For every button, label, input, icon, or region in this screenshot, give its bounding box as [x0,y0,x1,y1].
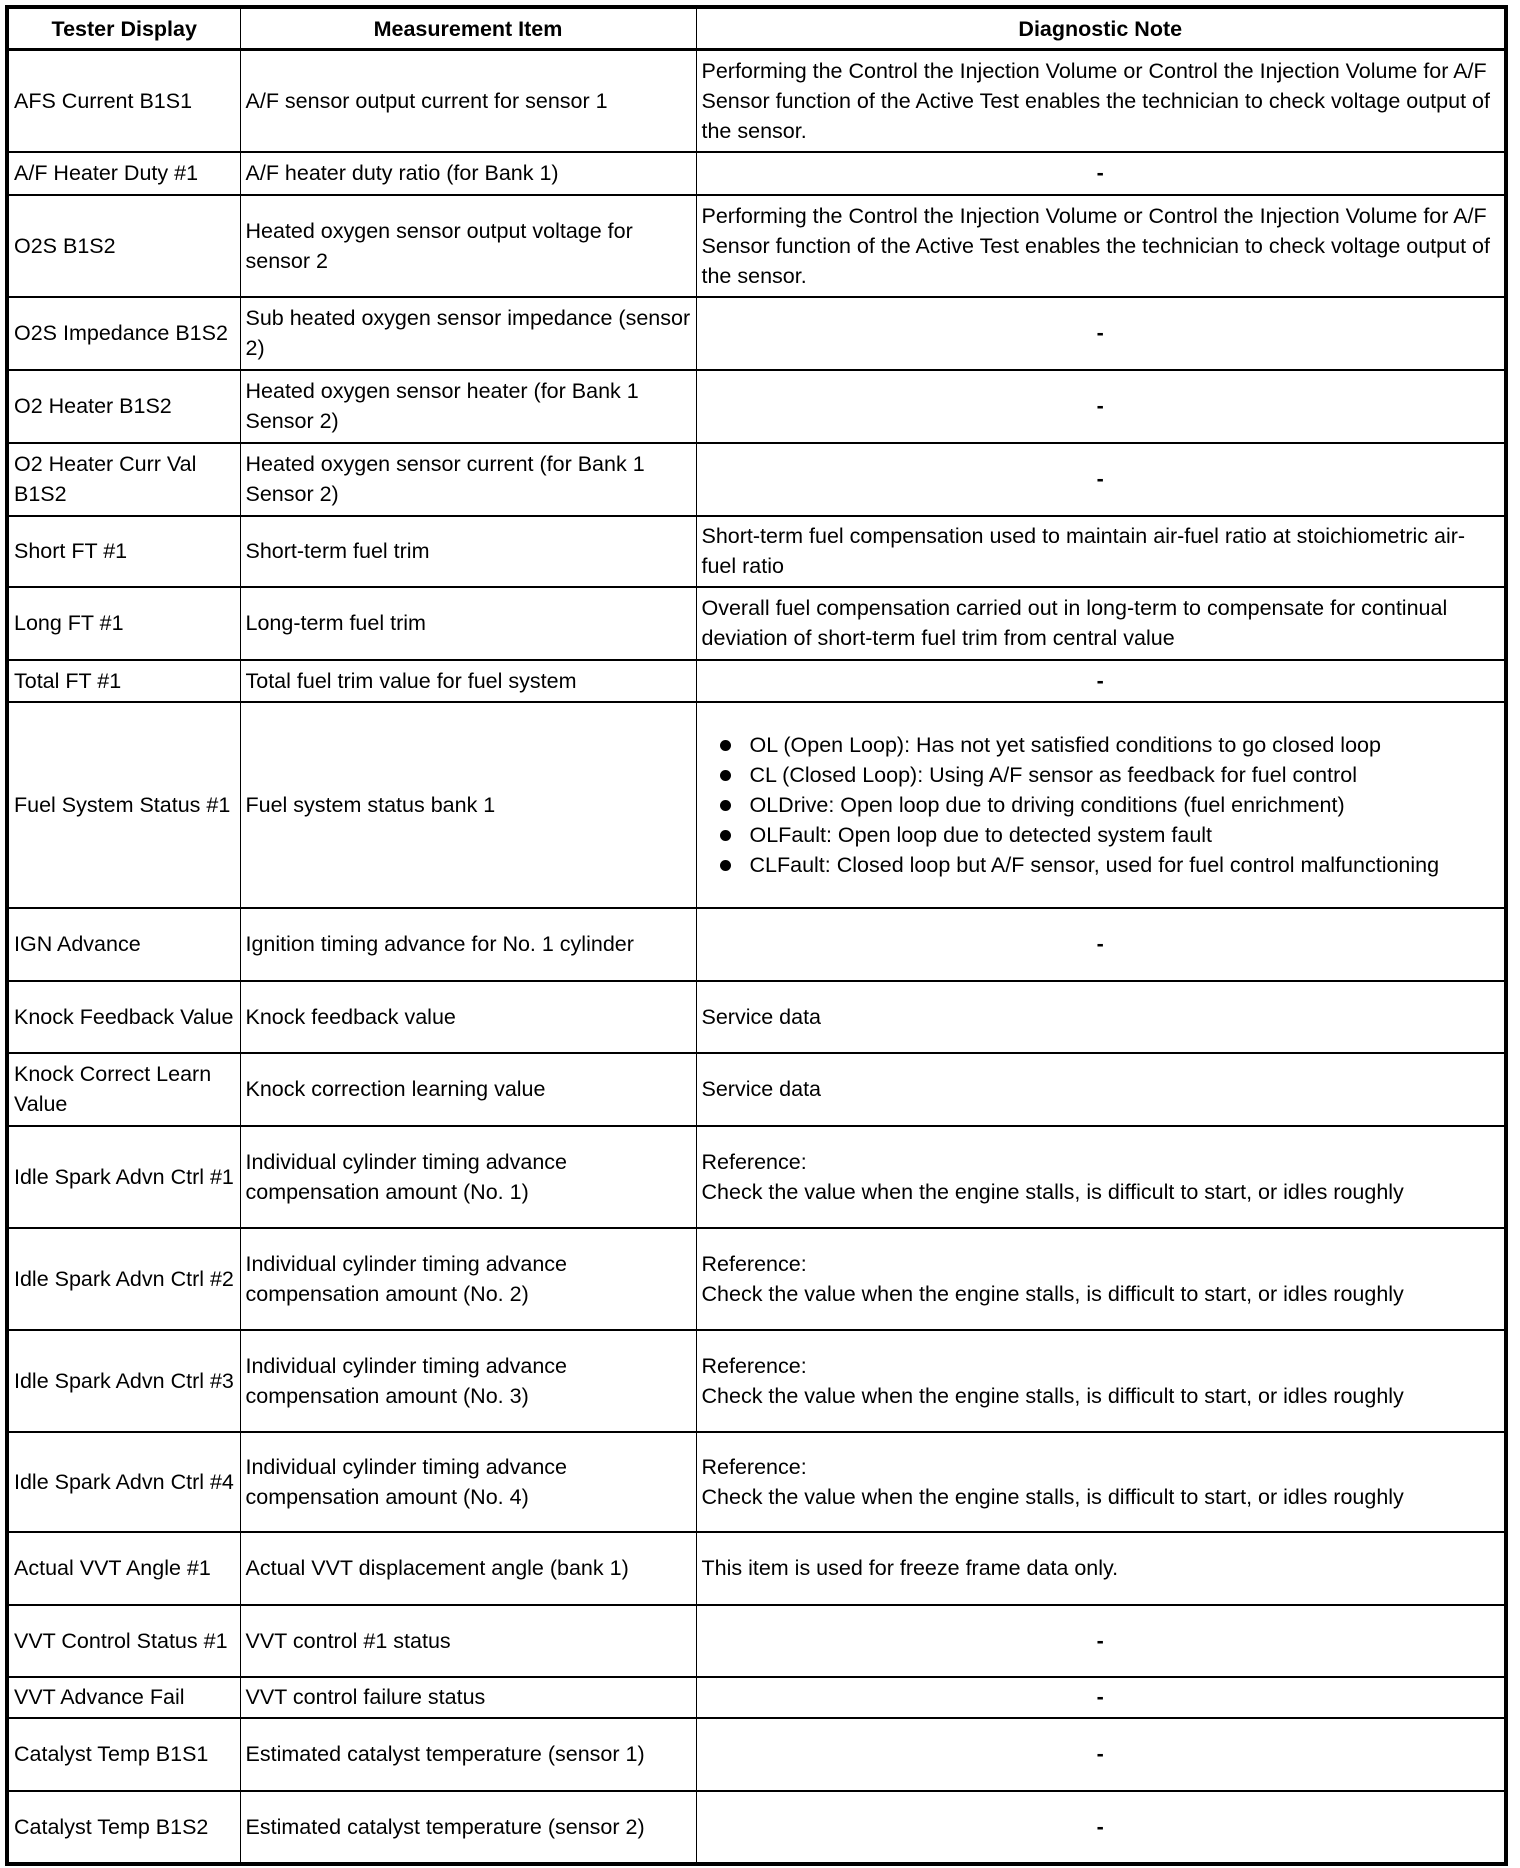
measurement-item-cell: Individual cylinder timing advance compensation amount (No. 3) [240,1330,696,1432]
diagnostic-note-cell: - [696,908,1506,981]
list-item [742,760,1500,790]
measurement-item-cell: Fuel system status bank 1 [240,702,696,908]
table-row [7,1432,1506,1532]
measurement-item-cell: VVT control failure status [240,1677,696,1718]
measurement-item-cell: A/F heater duty ratio (for Bank 1) [240,152,696,195]
tester-display-cell: O2S B1S2 [7,195,240,297]
tester-display-cell: O2S Impedance B1S2 [7,297,240,370]
measurement-item-cell: Actual VVT displacement angle (bank 1) [240,1532,696,1605]
bullet-icon [720,860,731,871]
table-body [7,50,1506,1864]
diagnostic-note-cell: - [696,1791,1506,1864]
diagnostic-note-cell [696,702,1506,908]
tester-display-cell: Total FT #1 [7,660,240,702]
list-item [742,820,1500,850]
table-row [7,443,1506,516]
tester-display-cell: Catalyst Temp B1S2 [7,1791,240,1864]
diagnostic-note-cell: - [696,370,1506,443]
table-row [7,1605,1506,1677]
measurement-item-cell: Knock feedback value [240,981,696,1053]
note-heading: Reference: [701,1353,807,1378]
tester-display-cell: Idle Spark Advn Ctrl #1 [7,1126,240,1228]
table-row [7,1330,1506,1432]
diagnostic-note-cell: - [696,1605,1506,1677]
list-item-text: CL (Closed Loop): Using A/F sensor as feedback for fuel control [749,762,1357,787]
measurement-item-cell: A/F sensor output current for sensor 1 [240,50,696,152]
tester-display-cell: Catalyst Temp B1S1 [7,1718,240,1791]
table-row [7,370,1506,443]
note-text: Check the value when the engine stalls, is difficult to start, or idles roughly [701,1179,1404,1204]
diagnostic-note-cell [696,1228,1506,1330]
note-text: Check the value when the engine stalls, is difficult to start, or idles roughly [701,1383,1404,1408]
table-row [7,1053,1506,1126]
diagnostic-note-cell: - [696,1718,1506,1791]
diagnostic-note-cell: Overall fuel compensation carried out in long-term to compensate for continual deviation of short-term fuel trim from central value [696,587,1506,660]
table-header-row [7,7,1506,50]
table-row [7,50,1506,152]
tester-display-cell: Idle Spark Advn Ctrl #4 [7,1432,240,1532]
table-row [7,908,1506,981]
header-measurement-item: Measurement Item [240,7,696,50]
table-row [7,981,1506,1053]
diagnostic-note-cell: - [696,297,1506,370]
table-row [7,195,1506,297]
table-row [7,1791,1506,1864]
fuel-status-list [702,730,1500,880]
note-text: Check the value when the engine stalls, is difficult to start, or idles roughly [701,1484,1404,1509]
table-row [7,1126,1506,1228]
note-heading: Reference: [701,1149,807,1174]
diagnostic-note-cell: Service data [696,1053,1506,1126]
list-item-text: OLFault: Open loop due to detected system fault [749,822,1213,847]
table-row [7,702,1506,908]
table-row [7,1532,1506,1605]
measurement-item-cell: Short-term fuel trim [240,516,696,587]
measurement-item-cell: Total fuel trim value for fuel system [240,660,696,702]
measurement-item-cell: Heated oxygen sensor current (for Bank 1 Sensor 2) [240,443,696,516]
measurement-item-cell: Individual cylinder timing advance compensation amount (No. 1) [240,1126,696,1228]
tester-display-cell: O2 Heater B1S2 [7,370,240,443]
table-row [7,660,1506,702]
diagnostic-note-cell: - [696,152,1506,195]
diagnostic-note-cell: Service data [696,981,1506,1053]
tester-display-cell: Fuel System Status #1 [7,702,240,908]
tester-display-cell: O2 Heater Curr Val B1S2 [7,443,240,516]
measurement-item-cell: Individual cylinder timing advance compensation amount (No. 4) [240,1432,696,1532]
bullet-icon [720,800,731,811]
note-heading: Reference: [701,1251,807,1276]
tester-display-cell: AFS Current B1S1 [7,50,240,152]
note-text: Check the value when the engine stalls, is difficult to start, or idles roughly [701,1281,1404,1306]
diagnostic-note-cell [696,1432,1506,1532]
tester-display-cell: VVT Control Status #1 [7,1605,240,1677]
measurement-item-cell: Ignition timing advance for No. 1 cylinder [240,908,696,981]
header-tester-display: Tester Display [7,7,240,50]
diagnostic-note-cell [696,1330,1506,1432]
tester-display-cell: Knock Feedback Value [7,981,240,1053]
measurement-item-cell: Heated oxygen sensor output voltage for sensor 2 [240,195,696,297]
bullet-icon [720,740,731,751]
list-item [742,790,1500,820]
bullet-icon [720,770,731,781]
tester-display-cell: A/F Heater Duty #1 [7,152,240,195]
measurement-item-cell: Long-term fuel trim [240,587,696,660]
table-row [7,152,1506,195]
measurement-item-cell: Individual cylinder timing advance compensation amount (No. 2) [240,1228,696,1330]
tester-display-cell: Actual VVT Angle #1 [7,1532,240,1605]
diagnostic-note-cell: - [696,443,1506,516]
tester-display-cell: IGN Advance [7,908,240,981]
table-row [7,297,1506,370]
list-item [742,850,1500,880]
diagnostic-note-cell: This item is used for freeze frame data only. [696,1532,1506,1605]
header-diagnostic-note: Diagnostic Note [696,7,1506,50]
measurement-item-cell: VVT control #1 status [240,1605,696,1677]
tester-display-cell: Short FT #1 [7,516,240,587]
measurement-item-cell: Knock correction learning value [240,1053,696,1126]
diagnostic-note-cell: - [696,1677,1506,1718]
tester-display-cell: Knock Correct Learn Value [7,1053,240,1126]
diagnostic-note-cell [696,1126,1506,1228]
tester-display-cell: Long FT #1 [7,587,240,660]
list-item-text: OL (Open Loop): Has not yet satisfied conditions to go closed loop [749,732,1381,757]
tester-data-table [5,5,1508,1866]
list-item-text: CLFault: Closed loop but A/F sensor, used for fuel control malfunctioning [749,852,1440,877]
measurement-item-cell: Sub heated oxygen sensor impedance (sensor 2) [240,297,696,370]
table-row [7,1718,1506,1791]
diagnostic-note-cell: Performing the Control the Injection Volume or Control the Injection Volume for A/F Sensor function of the Active Test enables the technician to check voltage output of the sensor. [696,50,1506,152]
tester-display-cell: VVT Advance Fail [7,1677,240,1718]
table-row [7,1228,1506,1330]
tester-display-cell: Idle Spark Advn Ctrl #3 [7,1330,240,1432]
diagnostic-note-cell: - [696,660,1506,702]
diagnostic-note-cell: Short-term fuel compensation used to maintain air-fuel ratio at stoichiometric air-fuel ratio [696,516,1506,587]
table-row [7,516,1506,587]
note-heading: Reference: [701,1454,807,1479]
measurement-item-cell: Estimated catalyst temperature (sensor 2) [240,1791,696,1864]
bullet-icon [720,830,731,841]
measurement-item-cell: Estimated catalyst temperature (sensor 1) [240,1718,696,1791]
list-item [742,730,1500,760]
diagnostic-note-cell: Performing the Control the Injection Volume or Control the Injection Volume for A/F Sensor function of the Active Test enables the technician to check voltage output of the sensor. [696,195,1506,297]
list-item-text: OLDrive: Open loop due to driving conditions (fuel enrichment) [749,792,1345,817]
table-row [7,587,1506,660]
table-row [7,1677,1506,1718]
tester-display-cell: Idle Spark Advn Ctrl #2 [7,1228,240,1330]
measurement-item-cell: Heated oxygen sensor heater (for Bank 1 Sensor 2) [240,370,696,443]
